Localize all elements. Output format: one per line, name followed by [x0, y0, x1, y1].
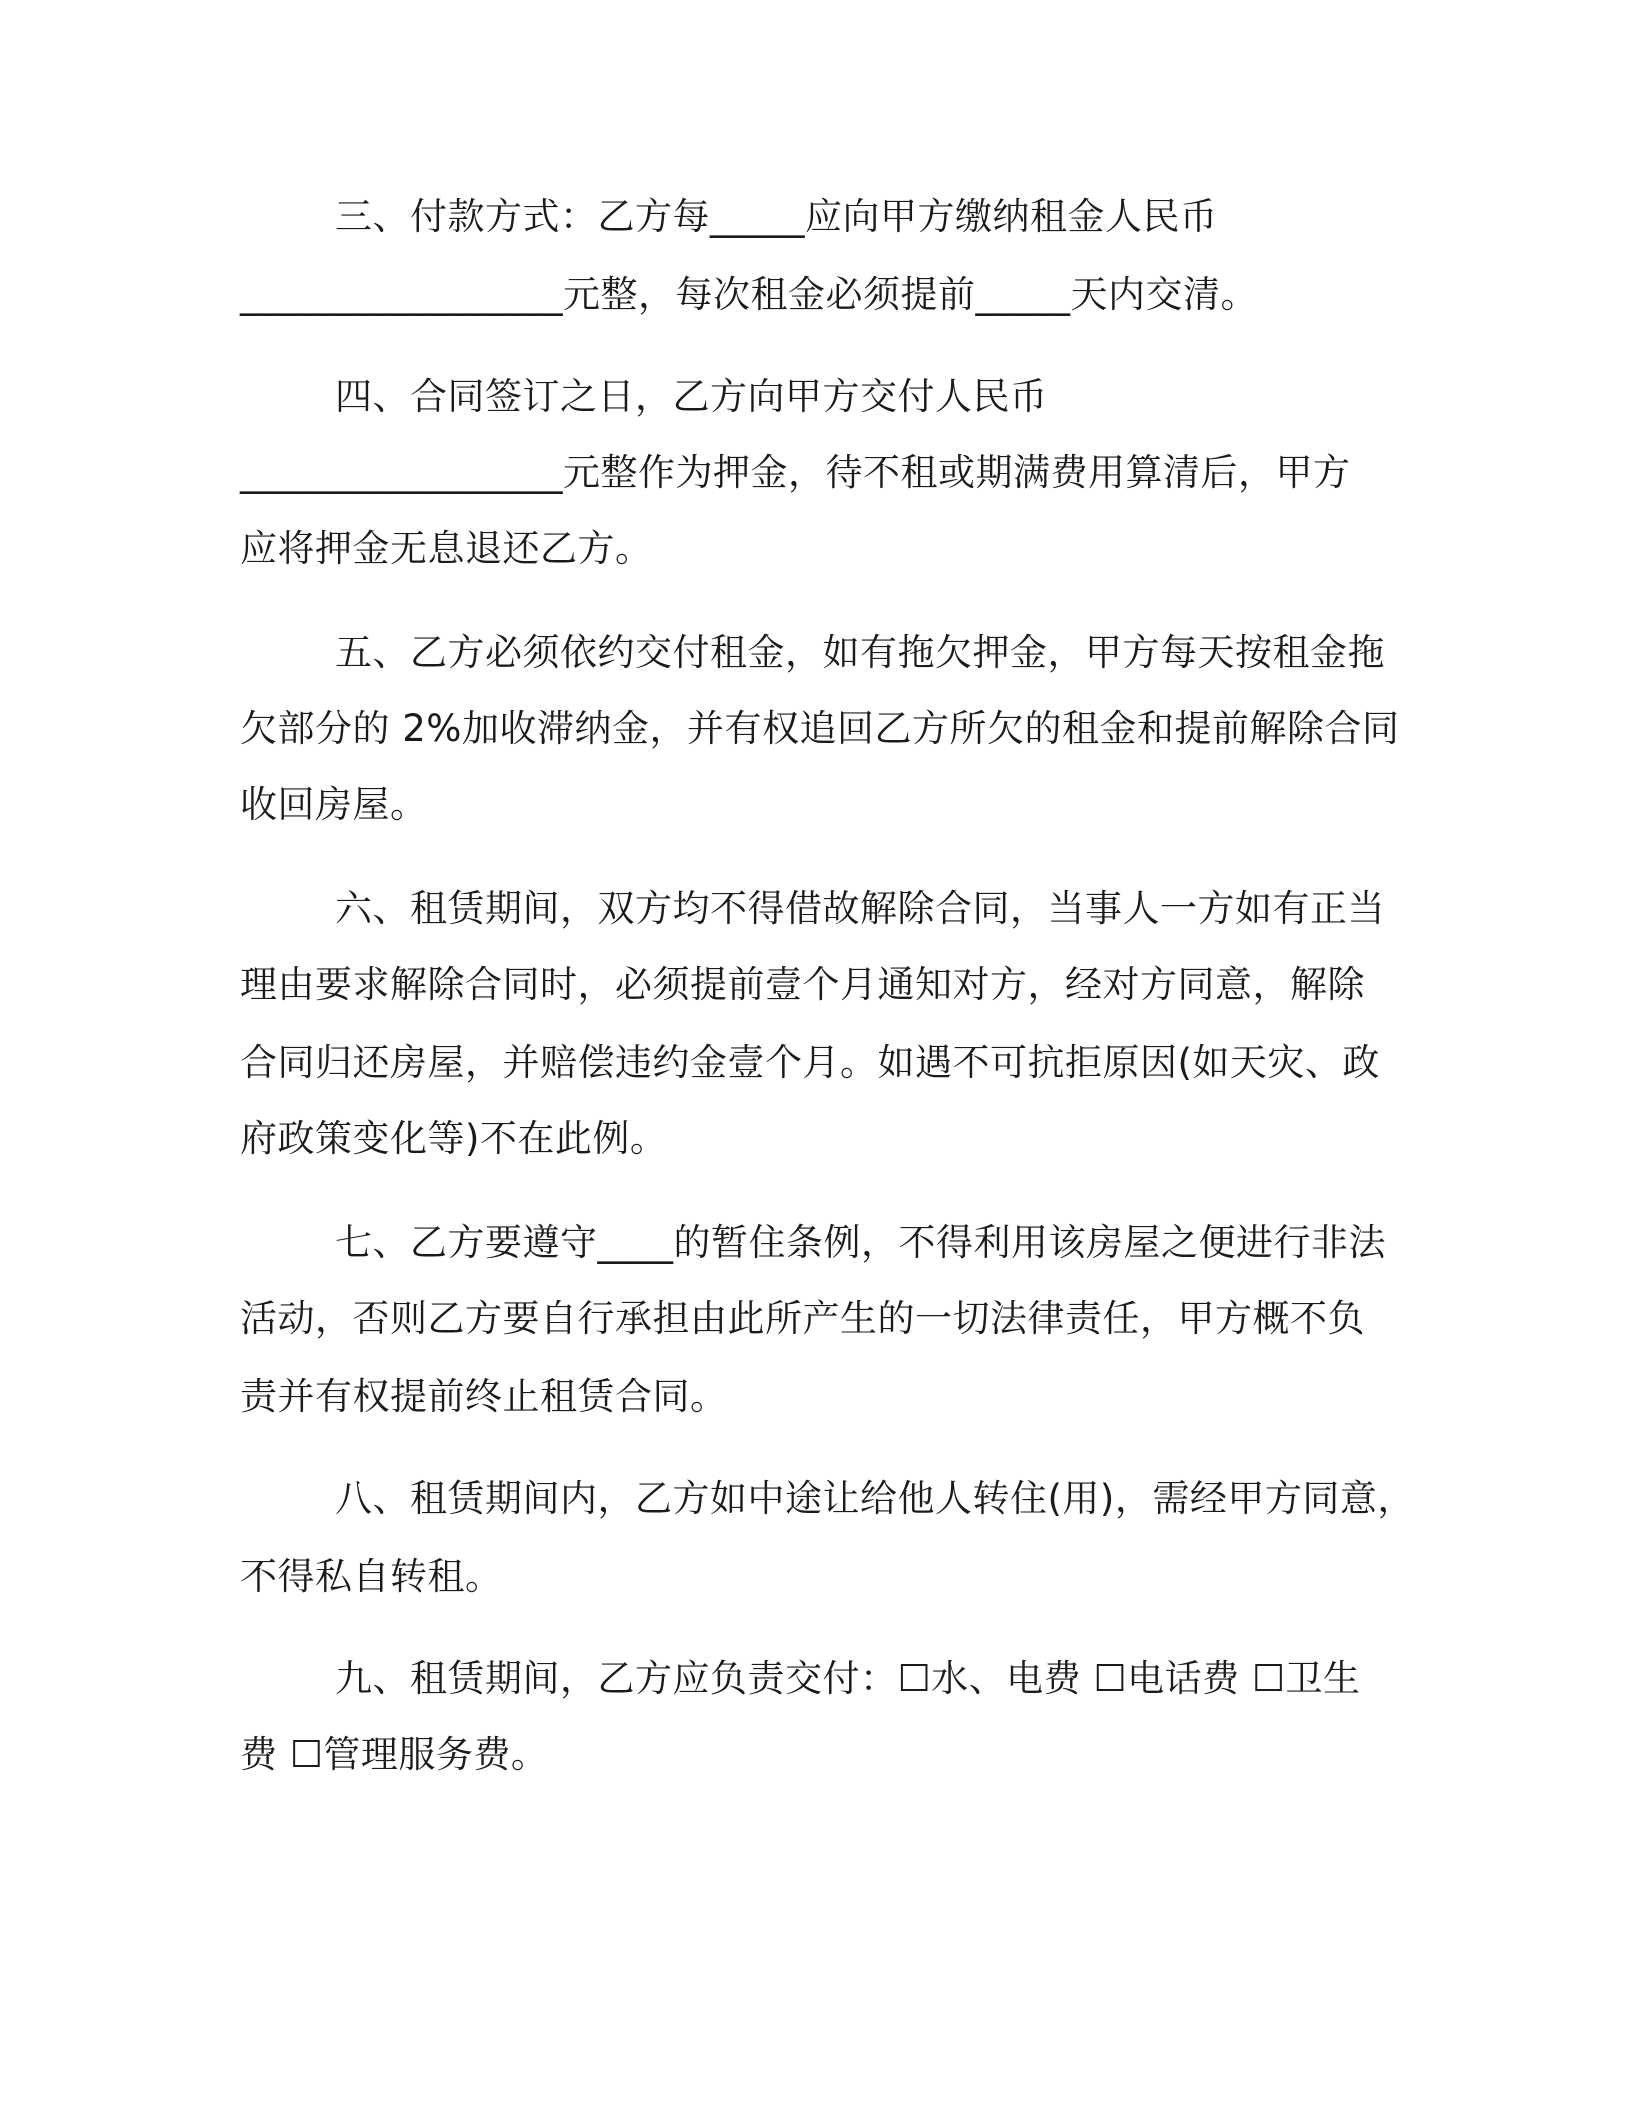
clause-7-line-3: 责并有权提前终止租赁合同。: [240, 1375, 728, 1418]
clause-6-line-1: 六、租赁期间，双方均不得借故解除合同，当事人一方如有正当: [335, 887, 1385, 930]
clause-6-line-4: 府政策变化等)不在此例。: [240, 1117, 668, 1160]
clause-5-line-1: 五、乙方必须依约交付租金，如有拖欠押金，甲方每天按租金拖: [335, 631, 1385, 674]
clause-4-line-2: _________________元整作为押金，待不租或期满费用算清后，甲方: [240, 451, 1351, 494]
clause-8-line-2: 不得私自转租。: [240, 1555, 503, 1598]
clause-3-line-2: _________________元整，每次租金必须提前_____天内交清。: [240, 273, 1258, 316]
clause-6-line-2: 理由要求解除合同时，必须提前壹个月通知对方，经对方同意，解除: [240, 963, 1365, 1006]
clause-5-line-2: 欠部分的 2%加收滞纳金，并有权追回乙方所欠的租金和提前解除合同: [240, 707, 1400, 750]
clause-9-line-1: 九、租赁期间，乙方应负责交付：☐水、电费 ☐电话费 ☐卫生: [335, 1657, 1361, 1700]
clause-5-line-3: 收回房屋。: [240, 783, 428, 826]
clause-7-line-2: 活动，否则乙方要自行承担由此所产生的一切法律责任，甲方概不负: [240, 1297, 1365, 1340]
clause-7-line-1: 七、乙方要遵守____的暂住条例，不得利用该房屋之便进行非法: [335, 1221, 1386, 1264]
clause-4-line-1: 四、合同签订之日，乙方向甲方交付人民币: [335, 375, 1048, 418]
clause-4-line-3: 应将押金无息退还乙方。: [240, 527, 653, 570]
clause-9-line-2: 费 ☐管理服务费。: [240, 1733, 549, 1776]
clause-6-line-3: 合同归还房屋，并赔偿违约金壹个月。如遇不可抗拒原因(如天灾、政: [240, 1041, 1380, 1084]
clause-8-line-1: 八、租赁期间内，乙方如中途让给他人转住(用)，需经甲方同意，: [335, 1477, 1415, 1520]
clause-3-line-1: 三、付款方式：乙方每_____应向甲方缴纳租金人民币: [335, 195, 1218, 238]
